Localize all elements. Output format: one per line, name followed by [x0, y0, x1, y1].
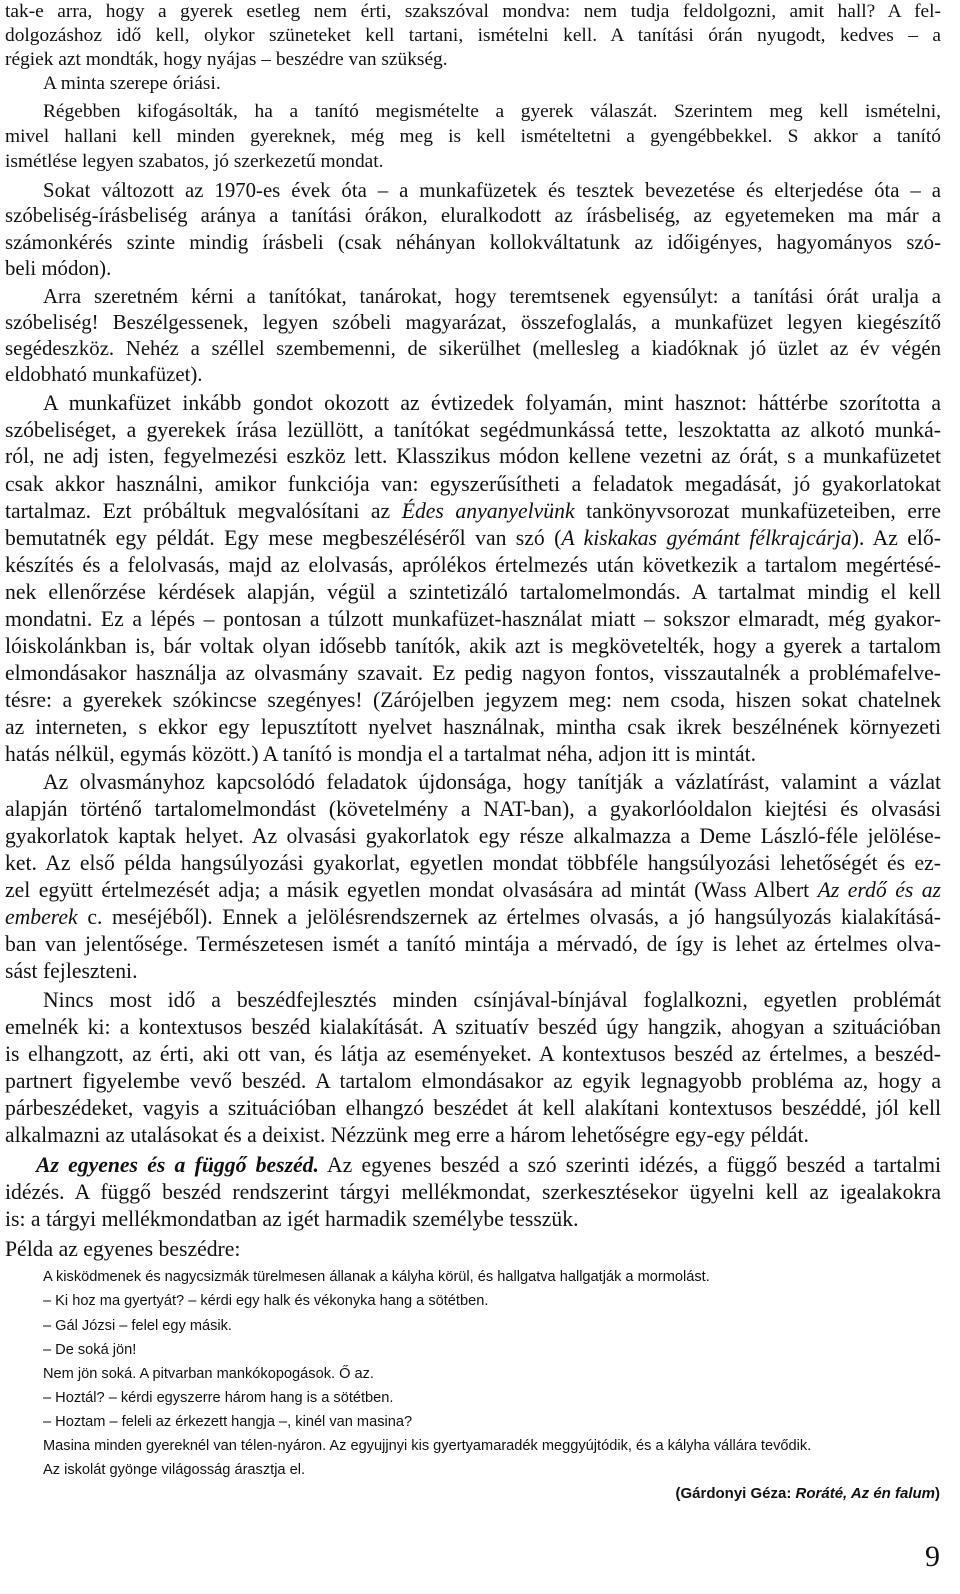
page-number: 9: [925, 1540, 940, 1573]
text-line: Arra szeretném kérni a tanítókat, tanárokat, hogy teremtsenek egyensúlyt: a tanítási órát uralja a: [43, 285, 941, 308]
text-fragment: ). Az elő-: [851, 526, 941, 550]
quote-line: – Gál Józsi – felel egy másik.: [43, 1318, 232, 1334]
text-line: ismétlése legyen szabatos, jó szerkezetű mondat.: [5, 151, 384, 172]
text-fragment: tartalmaz. Ezt próbáltuk megvalósítani az: [5, 499, 402, 523]
text-line: gyakorlatok kaptak helyet. Az olvasási gyakorlatok egy része alkalmazza a Deme László-féle jelölése-: [5, 824, 941, 848]
quote-line: – Hoztam – feleli az érkezett hangja –, kinél van masina?: [43, 1414, 413, 1430]
quote-line: A kisködmenek és nagycsizmák türelmesen állanak a kályha körül, és hallgatva hallgatják a mormolást.: [43, 1269, 710, 1285]
text-line: párbeszédeket, vagyis a szituációban elhangzó beszédet át kell alakítani kontextusos beszéddé, jól kell: [5, 1096, 941, 1120]
text-line: Régebben kifogásolták, ha a tanító megismételte a gyerek válaszát. Szerintem meg kell ismételni,: [43, 101, 941, 122]
example-label: Példa az egyenes beszédre:: [5, 1237, 241, 1261]
text-line: lóiskolánkban is, bár voltak olyan idősebb tanítók, akik azt is megkövetelték, hogy a gyerek a tartalom: [5, 634, 941, 658]
text-line: A munkafüzet inkább gondot okozott az évtizedek folyamán, mint hasznot: háttérbe szorította a: [43, 391, 941, 415]
section-heading: Az egyenes és a függő beszéd.: [36, 1153, 319, 1177]
text-fragment: ): [935, 1485, 940, 1502]
text-fragment: bemutatnék egy példát. Egy mese megbeszéléséről van szó (: [5, 526, 562, 550]
quote-line: – Hoztál? – kérdi egyszerre három hang is a sötétben.: [43, 1390, 394, 1406]
text-line: A minta szerepe óriási.: [43, 73, 221, 94]
text-line: [5, 498, 941, 525]
text-line: tésre: a gyerekek szókincse szegényes! (Zárójelben jegyzem meg: nem csoda, hiszen sokat chatelnek: [5, 688, 941, 712]
text-line: beli módon).: [5, 257, 112, 280]
text-line: nek ellenőrzése kérdések alapján, végül a szintetizáló tartalomelmondás. A tartalmat mindig el kell: [5, 580, 941, 604]
text-line: dolgozáshoz idő kell, olykor szüneteket kell tartani, ismételni kell. A tanítási órán nyugodt, kedves – a: [5, 25, 941, 46]
text-line: emelnék ki: a kontextusos beszéd kialakítását. A szituatív beszéd úgy hangzik, ahogyan a szituációban: [5, 1015, 941, 1039]
text-line: [36, 1152, 941, 1179]
text-fragment: tankönyvsorozat munkafüzeteiben, erre: [574, 499, 942, 523]
text-fragment: Az egyenes beszéd a szó szerinti idézés, a függő beszéd a tartalmi: [318, 1153, 941, 1177]
text-line: is: a tárgyi mellékmondatban az igét harmadik személybe tesszük.: [5, 1207, 579, 1231]
text-line: eldobható munkafüzet).: [5, 363, 203, 386]
text-line: csak akkor használni, amikor funkciója van: egyszerűsítheti a feladatok megadását, jó gyakorlatokat: [5, 472, 941, 496]
text-line: partnert figyelembe vevő beszéd. A tartalom elmondásakor az egyik legnagyobb probléma az, hogy a: [5, 1069, 941, 1093]
text-line: régiek azt mondták, hogy nyájas – beszédre van szükség.: [5, 49, 448, 70]
text-line: Sokat változott az 1970-es évek óta – a munkafüzetek és tesztek bevezetése és elterjedése óta – a: [43, 179, 941, 202]
quote-line: Nem jön soká. A pitvarban mankókopogások. Ő az.: [43, 1366, 374, 1382]
text-line: [5, 877, 941, 904]
text-fragment: c. meséjéből). Ennek a jelölésrendszernek az értelmes olvasás, a jó hangsúlyozás kialakításá-: [77, 905, 941, 929]
text-line: idézés. A függő beszéd rendszerint tárgyi mellékmondat, szerkesztésekor ügyelni kell az igealakokra: [5, 1180, 941, 1204]
quote-line: – De soká jön!: [43, 1342, 137, 1358]
quote-line: Masina minden gyereknél van télen-nyáron. Az egyujjnyi kis gyertyamaradék meggyújtódik, és a kályha vállára tevődik.: [43, 1438, 812, 1454]
text-line: számonkérés szinte mindig írásbeli (csak néhányan kollokváltatunk az időigényes, hagyományos szó-: [5, 231, 941, 254]
text-line: Az olvasmányhoz kapcsolódó feladatok újdonsága, hogy tanítják a vázlatírást, valamint a vázlat: [43, 770, 941, 794]
text-line: ket. Az első példa hangsúlyozási gyakorlat, egyetlen mondat többféle hangsúlyozási lehetőségét és ez-: [5, 851, 941, 875]
text-fragment: zel együtt értelmezését adja; a másik egyetlen mondat olvasására ad mintát (Wass Albert: [5, 878, 818, 902]
text-line: Nincs most idő a beszédfejlesztés minden csínjával-bínjával foglalkozni, egyetlen problémát: [43, 988, 941, 1012]
text-line: készítés és a felolvasás, majd az elolvasás, aprólékos értelmezés után következik a tartalom megértésé-: [5, 553, 941, 577]
text-line: szóbeliség-írásbeliség aránya a tanítási órákon, eluralkodott az írásbeliség, az egyetemeken ma már a: [5, 204, 941, 227]
tale-title: emberek: [5, 905, 78, 929]
text-line: az interneten, s ekkor egy lepusztított nyelvet használnak, mintha csak ikrek beszélnének környezeti: [5, 715, 941, 739]
text-line: [5, 525, 941, 552]
text-line: ban van jelentősége. Természetesen ismét a tanító mintája a mérvadó, de így is lehet az értelmes olva-: [5, 932, 941, 956]
work-title: Roráté, Az én falum: [795, 1485, 935, 1502]
text-line: szóbeliség! Beszélgessenek, legyen szóbeli magyarázat, összefoglalás, a munkafüzet legyen kiegészítő: [5, 311, 941, 334]
book-title: Édes anyanyelvünk: [401, 499, 575, 523]
text-fragment: (Gárdonyi Géza:: [675, 1485, 796, 1502]
text-line: segédeszköz. Nehéz a széllel szembemenni, de sikerülhet (mellesleg a kiadóknak jó üzlet az év végén: [5, 337, 941, 360]
text-line: mondatni. Ez a lépés – pontosan a túlzott munkafüzet-használat miatt – sokszor elmaradt, még gyakor-: [5, 607, 941, 631]
text-line: alapján történő tartalomelmondást (követelmény a NAT-ban), a gyakorlóoldalon kiejtési és olvasási: [5, 797, 941, 821]
text-line: sást fejleszteni.: [5, 959, 138, 983]
quote-line: Az iskolát gyönge világosság árasztja el.: [43, 1462, 306, 1478]
quote-source: [676, 1485, 941, 1502]
tale-title: Az erdő és az: [817, 878, 941, 902]
text-line: mivel hallani kell minden gyereknek, még meg is kell ismételtetni a gyengébbekkel. S akkor a tanító: [5, 126, 941, 147]
text-line: elmondásakor használja az olvasmány szavait. Ez pedig nagyon fontos, visszautalnék a problémafelve-: [5, 661, 941, 685]
text-line: szóbeliséget, a gyerekek írása lezüllött, a tanítókat segédmunkássá tette, leszoktatta az alkotó munká-: [5, 418, 941, 442]
text-line: alkalmazni az utalásokat és a deixist. Nézzünk meg erre a három lehetőségre egy-egy példát.: [5, 1123, 809, 1147]
text-line: [5, 904, 941, 931]
text-line: ról, ne adj isten, fegyelmezési eszköz lett. Klasszikus módon kellene vezetni az órát, s a munkafüzetet: [5, 444, 941, 468]
text-line: tak-e arra, hogy a gyerek esetleg nem érti, szakszóval mondva: nem tudja feldolgozni, amit hall? A fel-: [5, 1, 941, 22]
tale-title: A kiskakas gyémánt félkrajcárja: [561, 526, 852, 550]
text-line: hatás nélkül, egymás között.) A tanító is mondja el a tartalmat néha, adjon itt is mintát.: [5, 742, 757, 766]
text-line: is elhangzott, az érti, aki ott van, és látja az eseményeket. A kontextusos beszéd az értelmes, a beszéd-: [5, 1042, 941, 1066]
quote-line: – Ki hoz ma gyertyát? – kérdi egy halk és vékonyka hang a sötétben.: [43, 1293, 489, 1309]
